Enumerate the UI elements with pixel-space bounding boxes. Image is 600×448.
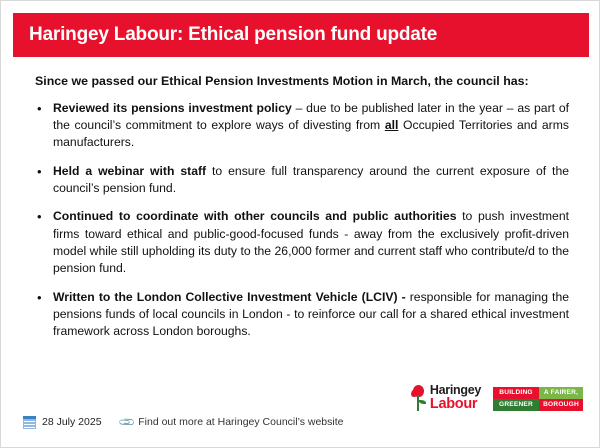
paperclip-icon: 📎: [117, 413, 136, 432]
list-item: [35, 289, 569, 341]
footer-date-group: [13, 416, 102, 429]
page-title: Haringey Labour: Ethical pension fund update: [29, 24, 438, 45]
council-logo-q1: BUILDING: [493, 387, 539, 399]
bullet-list: [13, 90, 589, 341]
logo-line-2: Labour: [429, 395, 478, 412]
bullet-lead: Written to the London Collective Investment Vehicle (LCIV) -: [53, 289, 406, 304]
bullet-lead: Held a webinar with staff: [53, 163, 207, 178]
bullet-text-a: to push investment firms toward ethical and public-good-focused funds - away from the exclusively profit-driven model while still upholding its duty to the 26,000 former and current staff who contribute/d to the pension fund.: [53, 209, 569, 276]
council-logo: [493, 387, 583, 411]
list-item: [35, 163, 569, 198]
bullet-text-a: to ensure full transparency around the current exposure of the council’s pension fund.: [53, 163, 569, 196]
bullet-lead: Reviewed its pensions investment policy: [53, 100, 292, 115]
council-logo-q2: A FAIRER,: [539, 387, 583, 399]
haringey-labour-logo: [411, 384, 481, 411]
intro-text: Since we passed our Ethical Pension Investments Motion in March, the council has:: [35, 74, 529, 88]
bullet-text-a: – due to be published later in the year – as part of the council’s commitment to explore ways of divesting from: [53, 100, 569, 133]
footer-link[interactable]: Find out more at Haringey Council’s website: [138, 416, 344, 428]
list-item: [35, 208, 569, 277]
footer-date: 28 July 2025: [42, 416, 102, 428]
council-logo-q4: BOROUGH: [539, 399, 583, 411]
bullet-text-a: responsible for managing the pensions funds of local councils in London - to reinforce our call for a shared ethical investment framework across London boroughs.: [53, 289, 569, 339]
bullet-text-b: Occupied Territories and arms manufacturers.: [53, 118, 569, 150]
header-bar: [13, 13, 589, 57]
council-logo-q3: GREENER: [493, 399, 539, 411]
slide-body: [13, 63, 589, 352]
list-item: [35, 100, 569, 152]
bullet-emphasis: all: [384, 118, 399, 133]
rose-icon: [411, 385, 426, 411]
logo-line-1: Haringey: [429, 383, 481, 397]
logo-group: [411, 384, 583, 411]
footer-link-group[interactable]: [102, 413, 344, 432]
bullet-lead: Continued to coordinate with other councils and public authorities: [53, 209, 457, 224]
footer: [13, 411, 589, 433]
calendar-icon: [23, 416, 36, 429]
